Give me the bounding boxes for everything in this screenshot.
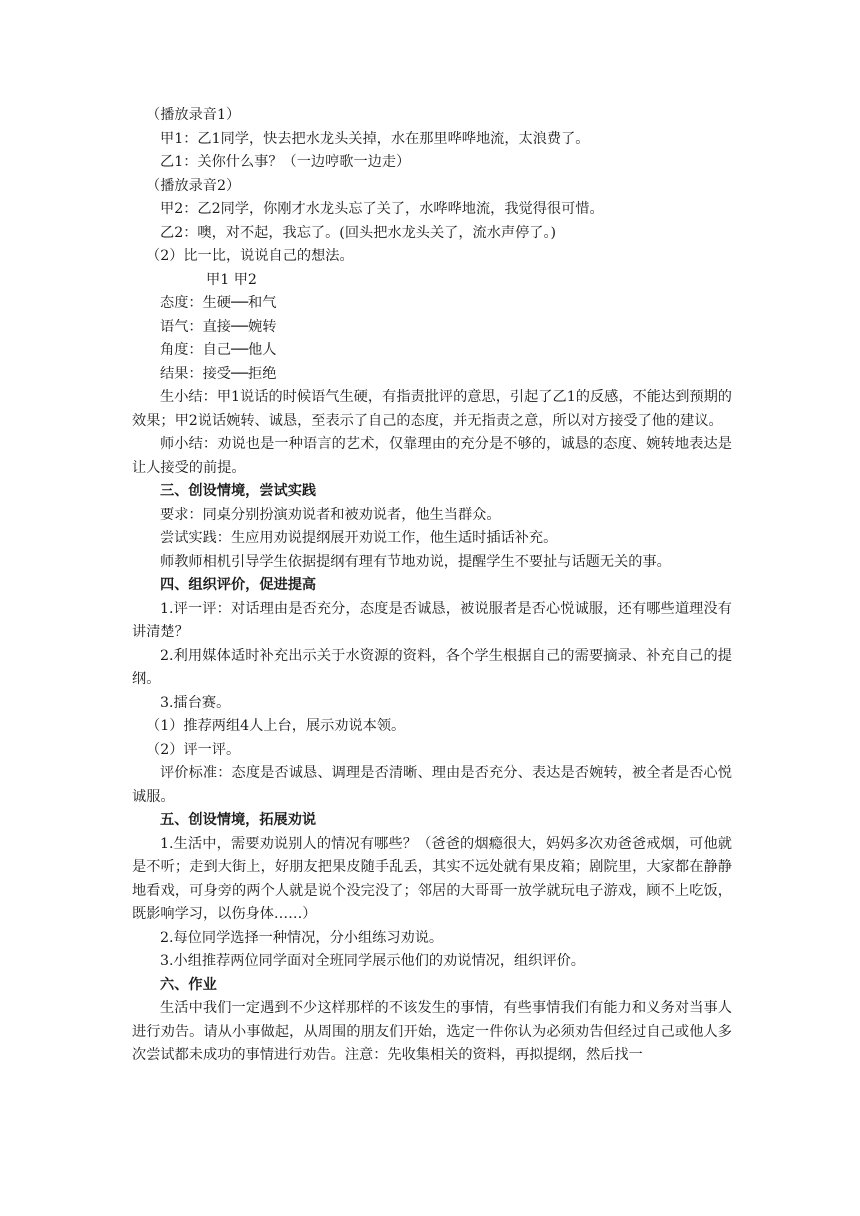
paragraph: 甲1 甲2	[206, 271, 257, 288]
paragraph: 3.小组推荐两位同学面对全班同学展示他们的劝说情况，组织评价。	[160, 953, 585, 969]
paragraph: 3.擂台赛。	[160, 694, 231, 711]
paragraph: 师教师相机引导学生依据提纲有理有节地劝说，提醒学生不要扯与话题无关的事。	[160, 553, 671, 570]
document-body	[132, 104, 732, 1068]
section-heading: 六、作业	[160, 976, 217, 993]
paragraph: 2.利用媒体适时补充出示关于水资源的资料，各个学生根据自己的需要摘录、补充自己的提纲。	[132, 647, 732, 687]
section-heading: 五、创设情境，拓展劝说	[160, 812, 317, 828]
paragraph: 角度：自己──他人	[160, 342, 277, 358]
paragraph: 结果：接受──拒绝	[160, 365, 277, 382]
section-heading: 三、创设情境，尝试实践	[160, 483, 317, 499]
paragraph: 2.每位同学选择一种情况，分小组练习劝说。	[160, 929, 444, 946]
paragraph: 乙2：噢，对不起，我忘了。(回头把水龙头关了，流水声停了。)	[160, 224, 557, 241]
paragraph: 生小结：甲1说话的时候语气生硬，有指责批评的意思，引起了乙1的反感，不能达到预期的效果；甲2说话婉转、诚恳，至表示了自己的态度，并无指责之意，所以对方接受了他的建议。	[132, 389, 732, 429]
paragraph: 甲2：乙2同学，你刚才水龙头忘了关了，水哗哗地流，我觉得很可惜。	[160, 201, 604, 217]
paragraph: 师小结：劝说也是一种语言的艺术，仅靠理由的充分是不够的，诚恳的态度、婉转地表达是让人接受的前提。	[132, 436, 732, 476]
paragraph: 评价标准：态度是否诚恳、调理是否清晰、理由是否充分、表达是否婉转，被全者是否心悦诚服。	[132, 765, 732, 805]
paragraph: （2）比一比，说说自己的想法。	[146, 248, 354, 264]
paragraph: （播放录音1）	[146, 107, 241, 123]
paragraph: 甲1：乙1同学，快去把水龙头关掉，水在那里哗哗地流，太浪费了。	[160, 130, 590, 147]
paragraph: 乙1：关你什么事？（一边哼歌一边走）	[160, 154, 411, 170]
section-heading: 四、组织评价，促进提高	[160, 577, 317, 593]
paragraph: 要求：同桌分别扮演劝说者和被劝说者，他生当群众。	[160, 506, 501, 523]
paragraph: 1.生活中，需要劝说别人的情况有哪些？（爸爸的烟瘾很大，妈妈多次劝爸爸戒烟，可他就是不听；走到大街上，好朋友把果皮随手乱丢，其实不远处就有果皮箱；剧院里，大家都在静静地看戏，可身旁的两个人就是说个没完没了；邻居的大哥哥一放学就玩电子游戏，顾不上吃饭，既影响学习，以伤身体……）	[132, 835, 732, 922]
paragraph: 语气：直接──婉转	[160, 318, 277, 335]
paragraph: 尝试实践：生应用劝说提纲展开劝说工作，他生适时插话补充。	[160, 530, 558, 546]
paragraph: 态度：生硬──和气	[160, 295, 277, 311]
paragraph: 生活中我们一定遇到不少这样那样的不该发生的事情，有些事情我们有能力和义务对当事人进行劝告。请从小事做起，从周围的朋友们开始，选定一件你认为必须劝告但经过自己或他人多次尝试都未成功的事情进行劝告。注意：先收集相关的资料，再拟提纲，然后找一	[132, 1000, 732, 1063]
paragraph: （播放录音2）	[146, 177, 241, 194]
paragraph: 1.评一评：对话理由是否充分，态度是否诚恳，被说服者是否心悦诚服，还有哪些道理没有讲清楚？	[132, 600, 732, 640]
paragraph: （1）推荐两组4人上台，展示劝说本领。	[146, 718, 406, 734]
paragraph: （2）评一评。	[146, 741, 241, 758]
